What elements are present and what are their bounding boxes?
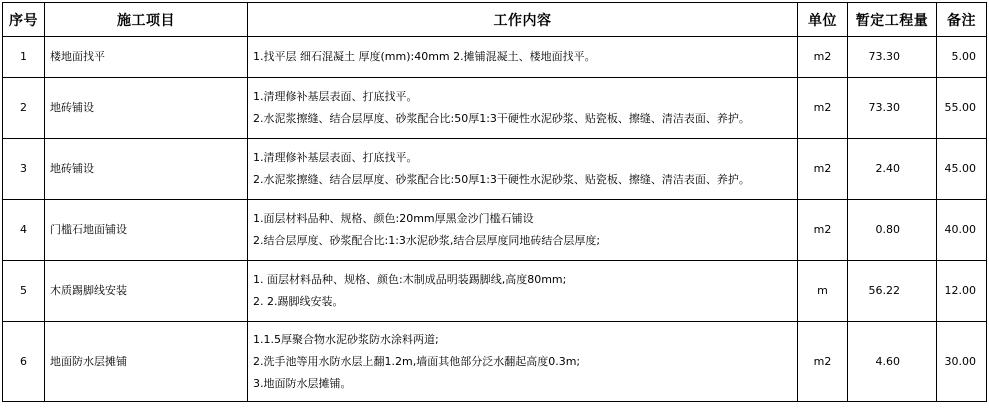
table-row	[3, 261, 987, 322]
table-row	[3, 322, 987, 402]
row-content	[248, 37, 798, 78]
content-line: 1.面层材料品种、规格、颜色:20mm厚黑金沙门槛石铺设	[253, 212, 534, 225]
header-qty: 暂定工程量	[848, 3, 937, 37]
row-content	[248, 261, 798, 322]
row-qty: 2.40	[848, 139, 937, 200]
row-item: 地面防水层摊铺	[45, 322, 248, 402]
header-note: 备注	[937, 3, 987, 37]
row-item: 地砖铺设	[45, 78, 248, 139]
row-content	[248, 322, 798, 402]
row-item: 木质踢脚线安装	[45, 261, 248, 322]
row-no: 1	[3, 37, 45, 78]
row-item: 楼地面找平	[45, 37, 248, 78]
row-unit: m2	[798, 139, 848, 200]
row-qty: 73.30	[848, 37, 937, 78]
table-row	[3, 200, 987, 261]
row-note: 12.00	[937, 261, 987, 322]
construction-items-table	[2, 2, 987, 402]
row-note: 5.00	[937, 37, 987, 78]
content-line: 2. 2.踢脚线安装。	[253, 295, 344, 308]
row-no: 5	[3, 261, 45, 322]
row-unit: m2	[798, 78, 848, 139]
table-row	[3, 78, 987, 139]
content-line: 1.清理修补基层表面、打底找平。	[253, 90, 418, 103]
row-unit: m2	[798, 37, 848, 78]
header-unit: 单位	[798, 3, 848, 37]
content-line: 2.水泥浆擦缝、结合层厚度、砂浆配合比:50厚1:3干硬性水泥砂浆、贴瓷板、擦缝、清洁表面、养护。	[253, 173, 750, 186]
row-qty: 4.60	[848, 322, 937, 402]
content-line: 2.洗手池等用水防水层上翻1.2m,墙面其他部分泛水翻起高度0.3m;	[253, 354, 581, 368]
row-qty: 73.30	[848, 78, 937, 139]
header-no: 序号	[3, 3, 45, 37]
content-line: 2.水泥浆擦缝、结合层厚度、砂浆配合比:50厚1:3干硬性水泥砂浆、贴瓷板、擦缝、清洁表面、养护。	[253, 112, 750, 125]
row-unit: m	[798, 261, 848, 322]
row-no: 6	[3, 322, 45, 402]
row-item: 地砖铺设	[45, 139, 248, 200]
row-note: 30.00	[937, 322, 987, 402]
table-header-row	[3, 3, 987, 37]
table-row	[3, 139, 987, 200]
content-line: 1. 面层材料品种、规格、颜色:木制成品明装踢脚线,高度80mm;	[253, 273, 567, 286]
row-item: 门槛石地面铺设	[45, 200, 248, 261]
content-line: 3.地面防水层摊铺。	[253, 376, 352, 390]
row-qty: 56.22	[848, 261, 937, 322]
header-content: 工作内容	[248, 3, 798, 37]
row-no: 2	[3, 78, 45, 139]
content-line: 2.结合层厚度、砂浆配合比:1:3水泥砂浆,结合层厚度同地砖结合层厚度;	[253, 234, 601, 247]
row-content	[248, 139, 798, 200]
content-line: 1.清理修补基层表面、打底找平。	[253, 151, 418, 164]
row-note: 45.00	[937, 139, 987, 200]
header-item: 施工项目	[45, 3, 248, 37]
row-unit: m2	[798, 200, 848, 261]
row-unit: m2	[798, 322, 848, 402]
row-content	[248, 78, 798, 139]
content-line: 1.1.5厚聚合物水泥砂浆防水涂料两道;	[253, 332, 439, 346]
row-no: 3	[3, 139, 45, 200]
row-content	[248, 200, 798, 261]
row-no: 4	[3, 200, 45, 261]
row-note: 55.00	[937, 78, 987, 139]
content-line: 1.找平层 细石混凝土 厚度(mm):40mm 2.摊铺混凝土、楼地面找平。	[253, 50, 596, 63]
table-row	[3, 37, 987, 78]
row-note: 40.00	[937, 200, 987, 261]
row-qty: 0.80	[848, 200, 937, 261]
